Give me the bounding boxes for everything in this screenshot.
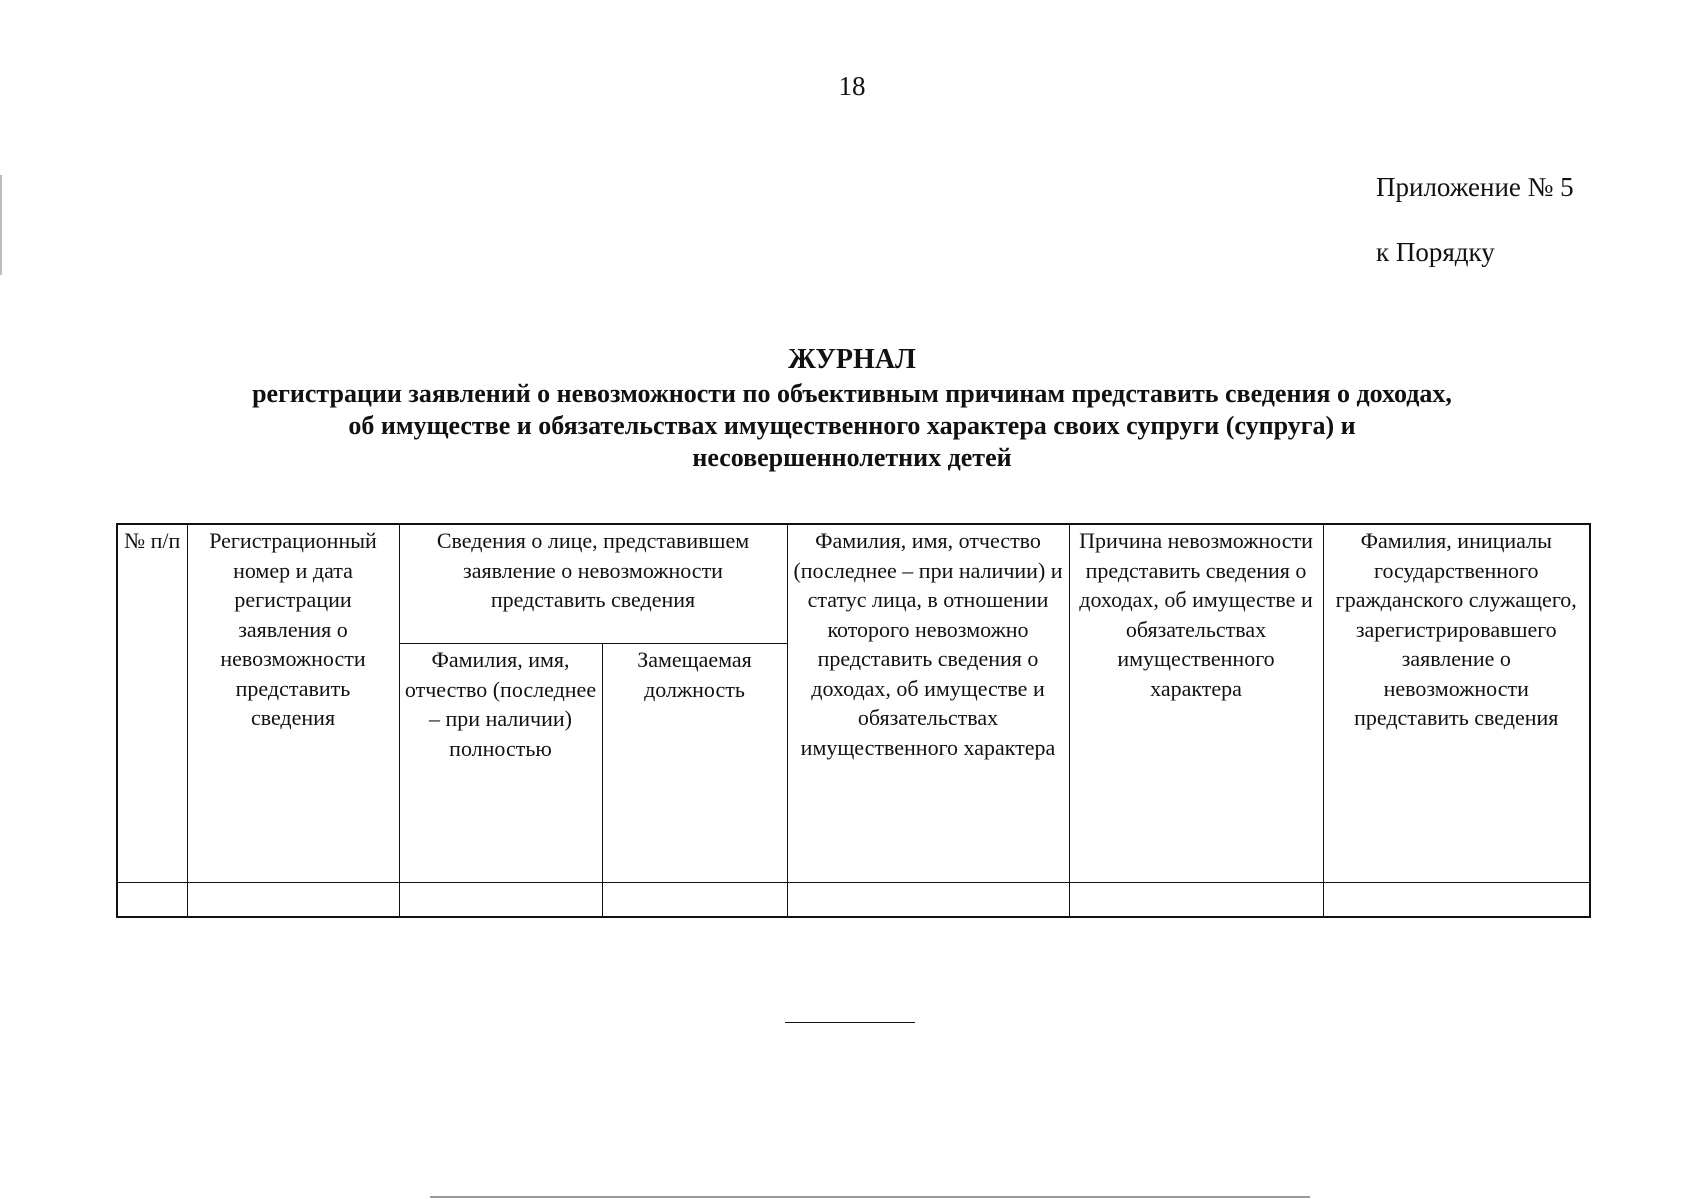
journal-table [116,523,1591,918]
appendix-reference: к Порядку [1376,237,1495,267]
appendix-label: Приложение № 5 [1376,172,1574,202]
document-title: ЖУРНАЛ [788,344,916,375]
table-row [117,883,1590,918]
table-cell [187,883,399,918]
document-subtitle: регистрации заявлений о невозможности по объективным причинам представить сведения о доходах, об имуществе и обязательствах имущественного характера своих супруги (супруга) и несовершеннолетних детей [252,379,1452,472]
header-row [117,524,1590,644]
scan-edge-mark [0,175,2,275]
table-cell [787,883,1069,918]
header-applicant-group: Сведения о лице, представившем заявление о невозможности представить сведения [399,524,787,644]
table-cell [117,883,187,918]
closing-rule [785,1022,915,1023]
header-number: № п/п [117,524,187,883]
header-applicant-name: Фамилия, имя, отчество (последнее – при наличии) полностью [399,644,602,883]
header-registration: Регистрационный номер и дата регистрации заявления о невозможности представить сведения [187,524,399,883]
header-relative: Фамилия, имя, отчество (последнее – при наличии) и статус лица, в отношении которого невозможно представить сведения о доходах, об имуществе и обязательствах имущественного характера [787,524,1069,883]
table-cell [399,883,602,918]
table-cell [1323,883,1590,918]
scan-edge-mark [430,1196,1310,1198]
page-number: 18 [838,71,866,101]
header-reason: Причина невозможности представить сведения о доходах, об имуществе и обязательствах имущественного характера [1069,524,1323,883]
table-cell [602,883,787,918]
table-body [117,883,1590,918]
table-cell [1069,883,1323,918]
header-applicant-position: Замещаемая должность [602,644,787,883]
table-header [117,524,1590,883]
header-registrar: Фамилия, инициалы государственного гражданского служащего, зарегистрировавшего заявление о невозможности представить сведения [1323,524,1590,883]
